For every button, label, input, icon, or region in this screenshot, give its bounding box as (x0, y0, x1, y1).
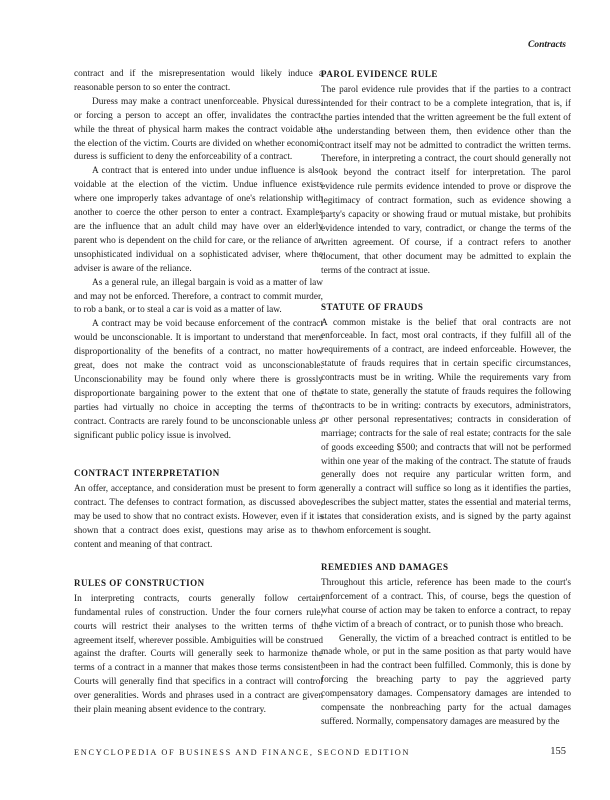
paragraph: In interpreting contracts, courts generally follow certain fundamental rules of construction. Under the four corners rule, courts will restrict their analyses to the written terms of the agreement itself, wherever possible. Ambiguities will be construed against the drafter. Courts will generally seek to harmonize the terms of a contract in a manner that makes those terms consistent. Courts will generally find that specifics in a contract will control over generalities. Words and phrases used in a contract are given their plain meaning absent evidence to the contrary. (74, 593, 323, 716)
section-heading: RULES OF CONSTRUCTION (74, 577, 205, 588)
paragraph: An offer, acceptance, and consideration must be present to form a contract. The defenses to contract formation, as discussed above, may be used to show that no contract exists. However, even if it is shown that a contract does exist, questions may arise as to the content and meaning of that contract. (74, 484, 323, 550)
paragraph: Generally, the victim of a breached contract is entitled to be made whole, or put in the same position as that party would have been in had the contract been fulfilled. Commonly, this is done by forcing the breaching party to pay the aggrieved party compensatory damages. Compensatory damages are intended to compensate the nonbreaching party for the actual damages suffered. Normally, compensatory damages are measured by the (321, 633, 571, 727)
page-number: 155 (550, 746, 566, 757)
right-column (321, 68, 571, 730)
section-heading: STATUTE OF FRAUDS (321, 301, 424, 312)
footer-publication: ENCYCLOPEDIA OF BUSINESS AND FINANCE, SECOND EDITION (74, 748, 411, 757)
paragraph: Duress may make a contract unenforceable. Physical duress, or forcing a person to accept an offer, invalidates the contract, while the threat of physical harm makes the contract voidable at the election of the victim. Courts are divided on whether economic duress is sufficient to deny the enforceability of a contract. (74, 96, 323, 163)
section-heading: REMEDIES AND DAMAGES (321, 562, 449, 572)
paragraph: A common mistake is the belief that oral contracts are not enforceable. In fact, most oral contracts, if they fulfill all of the requirements of a contract, are indeed enforceable. However, the statute of frauds requires that in certain specific circumstances, contracts must be in writing. While the requirements vary from state to state, generally the statute of frauds requires the following contracts to be in writing: contracts by executors, administrators, or other personal representatives; contracts in consideration of marriage; contracts for the sale of real estate; contracts for the sale of goods exceeding $500; and contracts that will not be performed within one year of the making of the contract. The statute of frauds generally does not require any particular written form, and generally a contract will suffice so long as it identifies the parties, describes the subject matter, states the essential and material terms, states that consideration exists, and is signed by the party against whom enforcement is sought. (321, 317, 571, 537)
paragraph: Throughout this article, reference has been made to the court's enforcement of a contract. This, of course, begs the question of what course of action may be taken to enforce a contract, to repay the victim of a breach of contract, or to punish those who breach. (321, 577, 571, 630)
section-heading: PAROL EVIDENCE RULE (321, 69, 438, 79)
left-column (74, 68, 323, 718)
paragraph: A contract that is entered into under undue influence is also voidable at the election of the victim. Undue influence exists where one improperly takes advantage of one's relationship with another to coerce the other person to enter a contract. Examples are the influence that an adult child may have over an elderly parent who is dependent on the child for care, or the reliance of an unsophisticated individual on a sophisticated adviser, where the adviser is aware of the reliance. (74, 166, 323, 274)
paragraph: As a general rule, an illegal bargain is void as a matter of law and may not be enforced. Therefore, a contract to commit murder, to rob a bank, or to steal a car is void as a matter of law. (74, 277, 323, 316)
paragraph: The parol evidence rule provides that if the parties to a contract intended for their contract to be a complete integration, that is, if the parties intended that the written agreement be the full extent of the understanding between them, then evidence other than the contract itself may not be admitted to contradict the written terms. Therefore, in interpreting a contract, the court should generally not look beyond the contract itself for interpretation. The parol evidence rule permits evidence intended to prove or disprove the legitimacy of contract formation, such as evidence showing a party's capacity or showing fraud or mutual mistake, but prohibits evidence intended to vary, contradict, or change the terms of the written agreement. Of course, if a contract refers to another document, that other document may be admitted to explain the terms of the contract at issue. (321, 84, 571, 276)
section-heading: CONTRACT INTERPRETATION (74, 468, 220, 479)
running-head: Contracts (527, 40, 566, 50)
paragraph: A contract may be void because enforcement of the contract would be unconscionable. It is important to understand that mere disproportionality of the benefits of a contract, no matter how great, does not make the contract void as unconscionable. Unconscionability may be found only where there is grossly disproportionate bargaining power to the extent that one of the parties had virtually no choice in accepting the terms of the contract. Contracts are rarely found to be unconscionable unless a significant public policy issue is involved. (74, 319, 323, 441)
paragraph: contract and if the misrepresentation would likely induce a reasonable person to so enter the contract. (74, 69, 323, 93)
